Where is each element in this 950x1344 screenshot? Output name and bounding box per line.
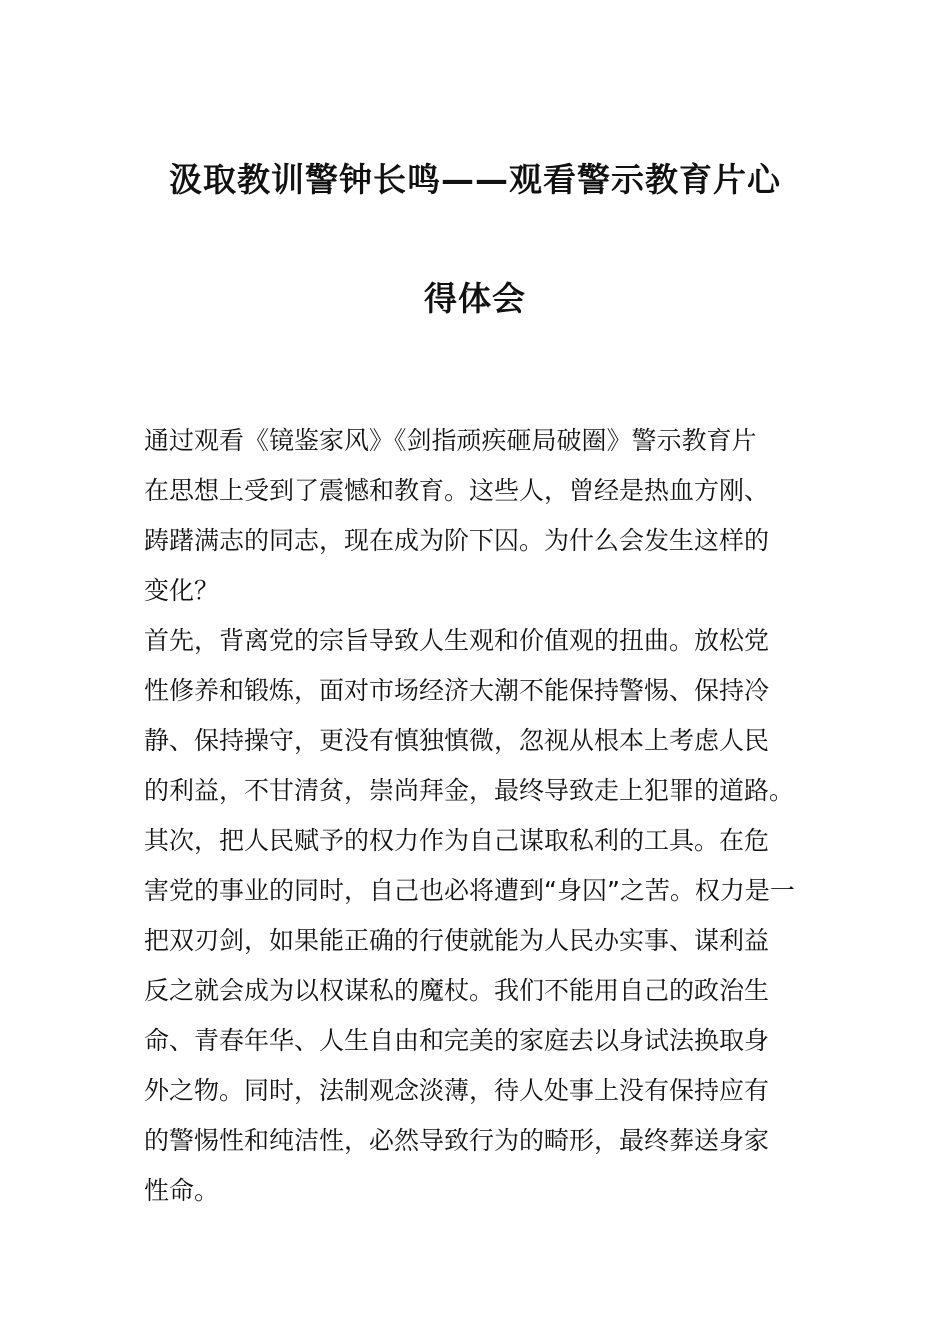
paragraph-line: 静、保持操守，更没有慎独慎微，忽视从根本上考虑人民 [144, 726, 770, 755]
paragraph-line: 其次，把人民赋予的权力作为自己谋取私利的工具。在危 [144, 826, 770, 855]
paragraph-line: 害党的事业的同时，自己也必将遭到“身囚”之苦。权力是一 [144, 876, 795, 905]
paragraph-line: 性修养和锻炼，面对市场经济大潮不能保持警惕、保持冷 [144, 676, 770, 705]
paragraph-line: 首先，背离党的宗旨导致人生观和价值观的扭曲。放松党 [144, 626, 770, 655]
paragraph-line: 性命。 [144, 1176, 220, 1205]
paragraph-line: 外之物。同时，法制观念淡薄，待人处事上没有保持应有 [144, 1076, 770, 1105]
paragraph-line: 反之就会成为以权谋私的魔杖。我们不能用自己的政治生 [144, 976, 770, 1005]
document-title-line-1: 汲取教训警钟长鸣——观看警示教育片心 [169, 160, 781, 199]
paragraph-line: 通过观看《镜鉴家风》《剑指顽疾砸局破圈》警示教育片 [144, 426, 757, 455]
paragraph-line: 的利益，不甘清贫，崇尚拜金，最终导致走上犯罪的道路。 [144, 776, 795, 805]
paragraph-line: 在思想上受到了震憾和教育。这些人，曾经是热血方刚、 [144, 476, 770, 505]
paragraph-line: 把双刃剑，如果能正确的行使就能为人民办实事、谋利益 [144, 926, 770, 955]
paragraph-line: 命、青春年华、人生自由和完美的家庭去以身试法换取身 [144, 1026, 770, 1055]
document-title-line-2: 得体会 [424, 279, 526, 318]
paragraph-line: 变化？ [144, 576, 220, 605]
paragraph-line: 的警惕性和纯洁性，必然导致行为的畸形，最终葬送身家 [144, 1126, 770, 1155]
paragraph-line: 踌躇满志的同志，现在成为阶下囚。为什么会发生这样的 [144, 526, 770, 555]
